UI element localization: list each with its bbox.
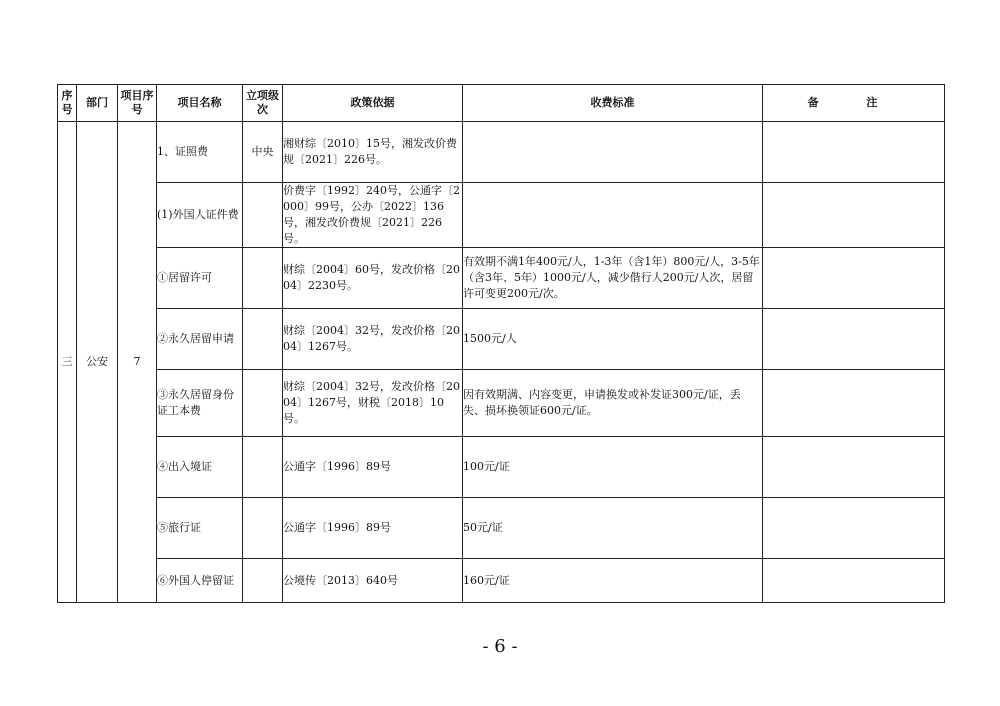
- item-name-cell: ④出入境证: [157, 437, 243, 498]
- table-row: [58, 248, 945, 309]
- level-cell: [243, 309, 283, 370]
- item-name-cell: ②永久居留申请: [157, 309, 243, 370]
- header-level: 立项级次: [243, 85, 283, 122]
- item-name-cell: ⑤旅行证: [157, 498, 243, 559]
- remark-cell: [763, 437, 945, 498]
- header-item-seq: 项目序号: [118, 85, 157, 122]
- table-row: [58, 183, 945, 248]
- group-item-seq: 7: [118, 122, 157, 603]
- item-name-cell: 1、证照费: [157, 122, 243, 183]
- item-name-cell: ①居留许可: [157, 248, 243, 309]
- table-header-row: [58, 85, 945, 122]
- standard-cell: 因有效期满、内容变更，申请换发或补发证300元/证，丢失、损坏换领证600元/证。: [463, 370, 763, 437]
- level-cell: [243, 183, 283, 248]
- remark-cell: [763, 248, 945, 309]
- header-policy: 政策依据: [283, 85, 463, 122]
- remark-cell: [763, 370, 945, 437]
- standard-cell: 100元/证: [463, 437, 763, 498]
- policy-cell: 财综〔2004〕32号，发改价格〔2004〕1267号，财税〔2018〕10号。: [283, 370, 463, 437]
- remark-cell: [763, 183, 945, 248]
- group-dept: 公安: [77, 122, 118, 603]
- page-number: - 6 -: [482, 636, 518, 657]
- policy-cell: 财综〔2004〕60号，发改价格〔2004〕2230号。: [283, 248, 463, 309]
- policy-cell: 湘财综〔2010〕15号，湘发改价费规〔2021〕226号。: [283, 122, 463, 183]
- table-row: [58, 559, 945, 603]
- policy-cell: 公通字〔1996〕89号: [283, 437, 463, 498]
- table-row: [58, 309, 945, 370]
- table-row: [58, 370, 945, 437]
- level-cell: 中央: [243, 122, 283, 183]
- remark-cell: [763, 309, 945, 370]
- standard-cell: [463, 183, 763, 248]
- standard-cell: 1500元/人: [463, 309, 763, 370]
- standard-cell: [463, 122, 763, 183]
- fee-table: [57, 84, 945, 603]
- policy-cell: 财综〔2004〕32号，发改价格〔2004〕1267号。: [283, 309, 463, 370]
- standard-cell: 160元/证: [463, 559, 763, 603]
- remark-cell: [763, 559, 945, 603]
- level-cell: [243, 498, 283, 559]
- item-name-cell: (1)外国人证件费: [157, 183, 243, 248]
- standard-cell: 50元/证: [463, 498, 763, 559]
- table-row: [58, 122, 945, 183]
- header-remark: 备 注: [763, 85, 945, 122]
- level-cell: [243, 248, 283, 309]
- group-seq: 三: [58, 122, 77, 603]
- header-standard: 收费标准: [463, 85, 763, 122]
- level-cell: [243, 559, 283, 603]
- level-cell: [243, 437, 283, 498]
- header-seq: 序号: [58, 85, 77, 122]
- header-dept: 部门: [77, 85, 118, 122]
- policy-cell: 公境传〔2013〕640号: [283, 559, 463, 603]
- item-name-cell: ⑥外国人停留证: [157, 559, 243, 603]
- table-row: [58, 437, 945, 498]
- item-name-cell: ③永久居留身份证工本费: [157, 370, 243, 437]
- remark-cell: [763, 498, 945, 559]
- table-row: [58, 498, 945, 559]
- level-cell: [243, 370, 283, 437]
- header-item-name: 项目名称: [157, 85, 243, 122]
- policy-cell: 公通字〔1996〕89号: [283, 498, 463, 559]
- standard-cell: 有效期不满1年400元/人，1-3年（含1年）800元/人，3-5年（含3年、5年）1000元/人，减少偕行人200元/人次，居留许可变更200元/次。: [463, 248, 763, 309]
- policy-cell: 价费字〔1992〕240号，公通字〔2000〕99号，公办〔2022〕136号，湘发改价费规〔2021〕226号。: [283, 183, 463, 248]
- remark-cell: [763, 122, 945, 183]
